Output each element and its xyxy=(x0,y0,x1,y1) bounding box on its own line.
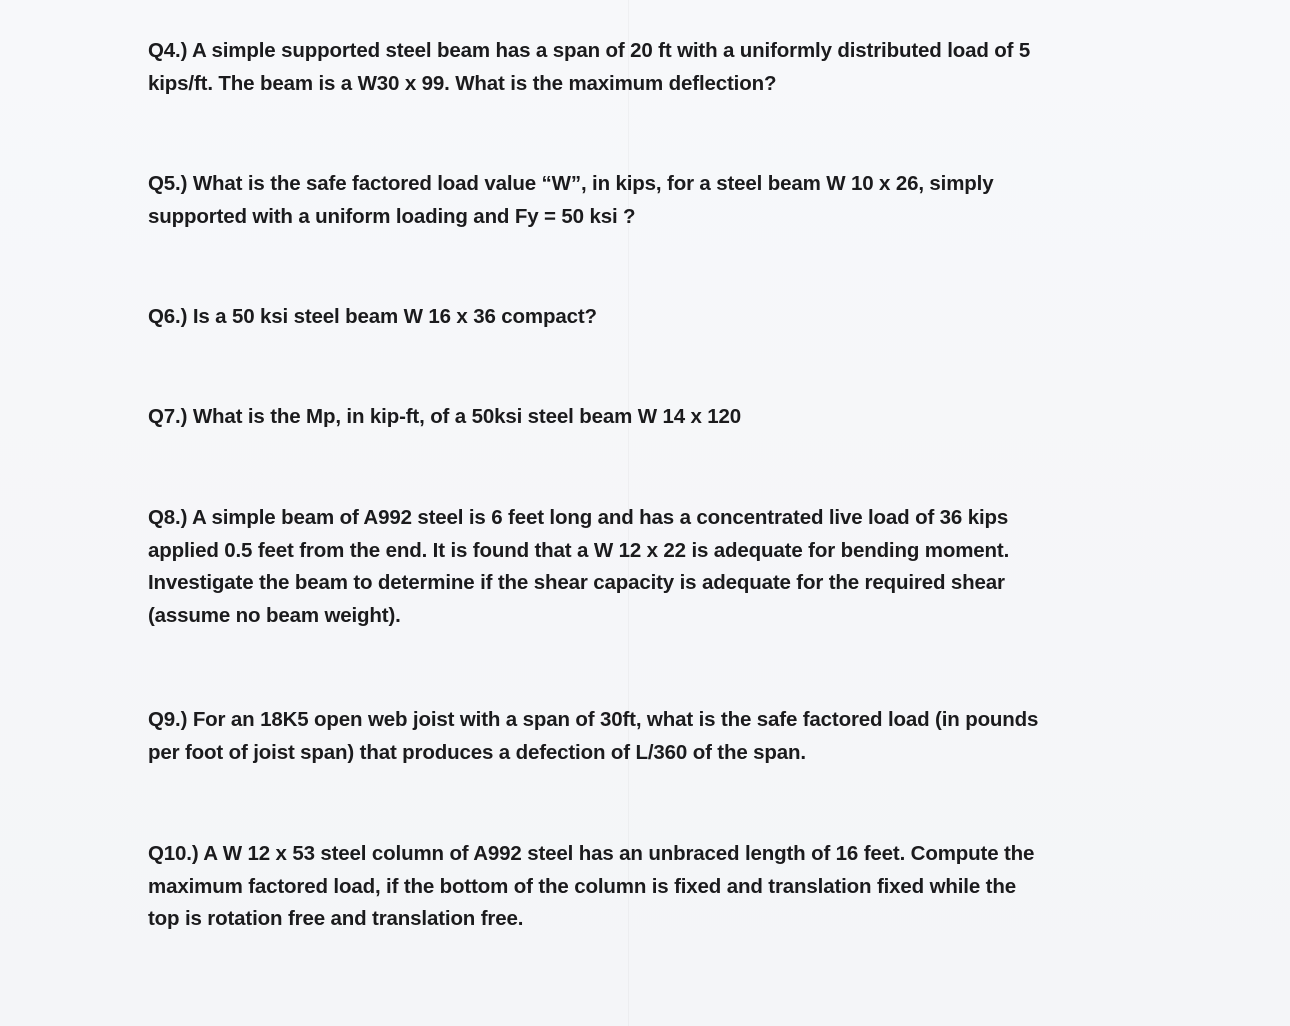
question-q6 xyxy=(148,301,1148,334)
question-q8-line-4: (assume no beam weight). xyxy=(148,603,401,627)
question-q9-line-1: Q9.) For an 18K5 open web joist with a span of 30ft, what is the safe factored load (in pounds xyxy=(148,708,1039,731)
question-q9 xyxy=(148,704,1148,769)
question-q10-line-3: top is rotation free and translation free. xyxy=(148,907,524,930)
question-q6-line-1: Q6.) Is a 50 ksi steel beam W 16 x 36 compact? xyxy=(148,305,597,328)
question-q5-line-1: Q5.) What is the safe factored load value “W”, in kips, for a steel beam W 10 x 26, simply xyxy=(148,172,994,195)
question-q8-line-1: Q8.) A simple beam of A992 steel is 6 feet long and has a concentrated live load of 36 kips xyxy=(148,506,1009,529)
question-q7 xyxy=(148,401,1148,434)
question-q4-line-2: kips/ft. The beam is a W30 x 99. What is the maximum deflection? xyxy=(148,71,777,95)
question-q5 xyxy=(148,168,1148,233)
question-q4-line-1: Q4.) A simple supported steel beam has a span of 20 ft with a uniformly distributed load of 5 xyxy=(148,39,1031,62)
question-q7-line-1: Q7.) What is the Mp, in kip-ft, of a 50ksi steel beam W 14 x 120 xyxy=(148,405,742,428)
question-q10-line-2: maximum factored load, if the bottom of the column is fixed and translation fixed while the xyxy=(148,874,1016,898)
question-q9-line-2: per foot of joist span) that produces a defection of L/360 of the span. xyxy=(148,740,806,764)
question-q8-line-3: Investigate the beam to determine if the shear capacity is adequate for the required shear xyxy=(148,571,1005,594)
question-q8 xyxy=(148,502,1148,632)
question-q8-line-2: applied 0.5 feet from the end. It is found that a W 12 x 22 is adequate for bending moment. xyxy=(148,538,1010,562)
question-q10-line-1: Q10.) A W 12 x 53 steel column of A992 steel has an unbraced length of 16 feet. Compute the xyxy=(148,842,1035,865)
question-q5-line-2: supported with a uniform loading and Fy = 50 ksi ? xyxy=(148,204,636,228)
question-q10 xyxy=(148,838,1148,936)
question-q4 xyxy=(148,35,1148,100)
